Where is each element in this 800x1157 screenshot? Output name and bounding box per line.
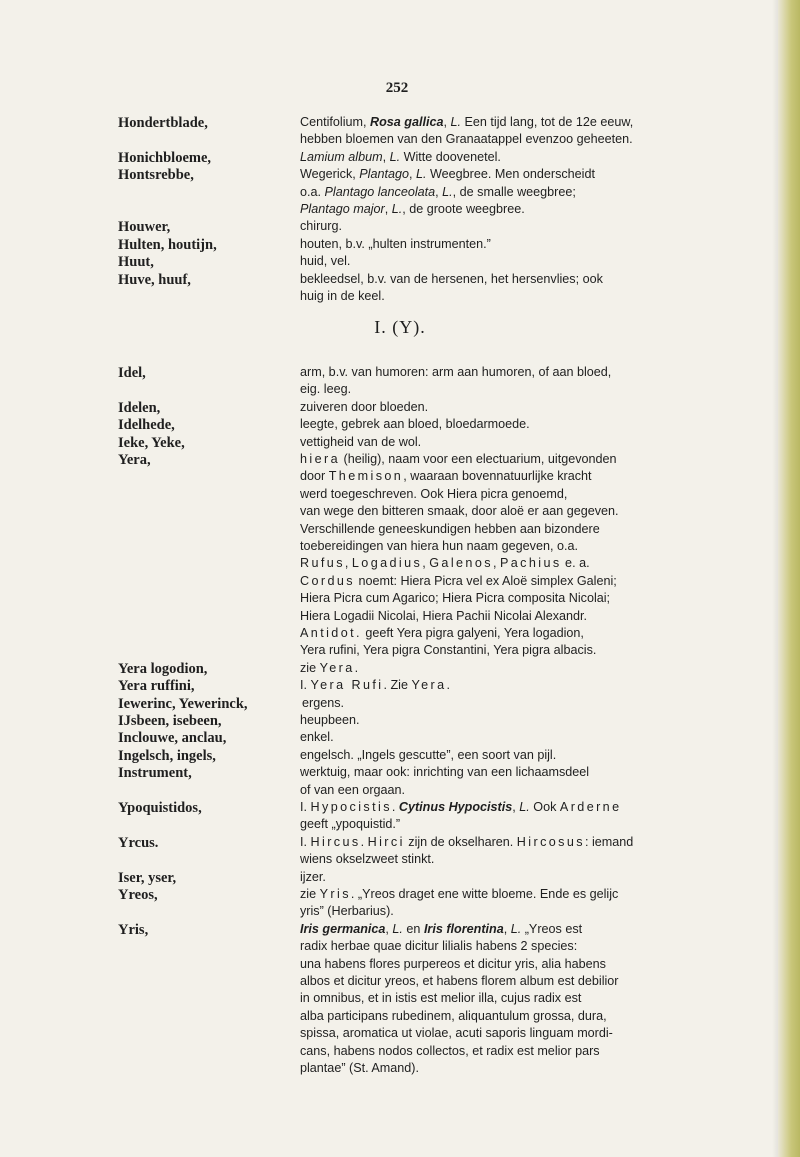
definition-line: I. Hircus. Hirci zijn de okselharen. Hircosus: iemand: [300, 834, 634, 849]
definition-line: Yera rufini, Yera pigra Constantini, Yera pigra albacis.: [300, 643, 597, 658]
entry-term: Iser, yser,: [118, 869, 177, 886]
definition-line: enkel.: [300, 730, 334, 745]
definition-line: Rufus, Logadius, Galenos, Pachius e. a.: [300, 556, 590, 571]
entry-term: Honichbloeme,: [118, 149, 212, 166]
definition-line: toebereidingen van hiera hun naam gegeven, o.a.: [300, 538, 578, 553]
definition-line: zie Yera.: [300, 660, 359, 675]
entry-term: Yera ruffini,: [118, 678, 195, 695]
entry-definition: [300, 253, 732, 270]
definition-line: of van een orgaan.: [300, 782, 406, 797]
definition-line: in omnibus, et in istis est melior illa, cujus radix est: [300, 991, 582, 1006]
entry-term: Yrcus.: [118, 834, 159, 851]
entry-definition: [300, 166, 732, 218]
definition-line: Cordus noemt: Hiera Picra vel ex Aloë simplex Galeni;: [300, 573, 617, 588]
entry-term: Huut,: [118, 254, 154, 271]
entry-definition: [300, 149, 732, 166]
definition-line: Plantago major, L., de groote weegbree.: [300, 201, 525, 216]
entry-definition: [300, 660, 732, 677]
definition-line: spissa, aromatica ut violae, acuti saporis linguam mordi-: [300, 1026, 613, 1041]
definition-line: ijzer.: [300, 869, 326, 884]
definition-line: chirurg.: [300, 219, 342, 234]
entry-term: Ingelsch, ingels,: [118, 747, 216, 764]
definition-line: Iris germanica, L. en Iris florentina, L. „Yreos est: [300, 921, 583, 936]
book-page-edge: [778, 0, 800, 1157]
definition-line: huid, vel.: [300, 254, 351, 269]
definition-line: radix herbae quae dicitur lilialis habens 2 species:: [300, 939, 578, 954]
definition-line: yris” (Herbarius).: [300, 904, 394, 919]
definition-line: leegte, gebrek aan bloed, bloedarmoede.: [300, 417, 530, 432]
definition-line: Centifolium, Rosa gallica, L. Een tijd lang, tot de 12e eeuw,: [300, 115, 634, 129]
entry-term: Huve, huuf,: [118, 271, 191, 288]
entry-definition: [300, 114, 732, 149]
entry-definition: [300, 764, 732, 799]
definition-line: bekleedsel, b.v. van de hersenen, het hersenvlies; ook: [300, 271, 603, 286]
definition-line: werd toegeschreven. Ook Hiera picra genoemd,: [300, 486, 568, 501]
definition-line: I. Hypocistis. Cytinus Hypocistis, L. Ook Arderne: [300, 800, 622, 814]
entry-term: Iewerinc, Yewerinck,: [118, 695, 248, 712]
entry-term: Idel,: [118, 365, 146, 381]
definition-line: Antidot. geeft Yera pigra galyeni, Yera logadion,: [300, 625, 584, 640]
entry-definition: [300, 886, 732, 921]
entry-term: Idelhede,: [118, 417, 175, 434]
definition-line: houten, b.v. „hulten instrumenten.”: [300, 236, 491, 251]
entry-definition: [300, 451, 732, 660]
entry-definition: [300, 747, 732, 764]
definition-line: arm, b.v. van humoren: arm aan humoren, of aan bloed,: [300, 365, 612, 379]
definition-line: Hiera Picra cum Agarico; Hiera Picra composita Nicolai;: [300, 591, 611, 606]
definition-line: Wegerick, Plantago, L. Weegbree. Men onderscheidt: [300, 167, 595, 182]
definition-line: I. Yera Rufi. Zie Yera.: [300, 678, 450, 693]
entry-definition: [300, 799, 732, 834]
section-heading: I. (Y).: [374, 317, 426, 337]
definition-line: zuiveren door bloeden.: [300, 399, 429, 414]
definition-line: albos et dicitur yreos, et habens florem album est debilior: [300, 973, 619, 988]
definition-line: huig in de keel.: [300, 288, 385, 303]
entry-term: IJsbeen, isebeen,: [118, 713, 222, 729]
definition-line: ergens.: [302, 695, 345, 710]
entry-term: Inclouwe, anclau,: [118, 730, 227, 747]
entry-term: Houwer,: [118, 219, 171, 236]
entry-definition: [300, 869, 732, 886]
entry-definition: [300, 364, 732, 399]
entry-definition: [300, 271, 732, 306]
definition-line: vettigheid van de wol.: [300, 434, 422, 449]
definition-line: Verschillende geneeskundigen hebben aan bizondere: [300, 521, 600, 536]
definition-line: door Themison, waaraan bovennatuurlijke kracht: [300, 469, 592, 484]
entry-definition: [300, 712, 732, 729]
entry-term: Hulten, houtijn,: [118, 236, 217, 253]
definition-line: Hiera Logadii Nicolai, Hiera Pachii Nicolai Alexandr.: [300, 608, 587, 623]
entry-term: Yera,: [118, 452, 151, 468]
definition-line: eig. leeg.: [300, 382, 352, 397]
entry-definition: [300, 434, 732, 451]
entry-definition: [300, 399, 732, 416]
page-number: 252: [385, 80, 409, 96]
entry-definition: [300, 236, 732, 253]
definition-line: alba participans rubedinem, aliquantulum grossa, dura,: [300, 1008, 607, 1023]
definition-line: una habens flores purpereos et dicitur yris, alia habens: [300, 956, 606, 971]
entry-term: Yris,: [118, 921, 149, 938]
entry-definition: [300, 677, 732, 694]
entry-definition: [300, 729, 732, 746]
definition-line: werktuig, maar ook: inrichting van een lichaamsdeel: [300, 765, 590, 780]
definition-line: zie Yris. „Yreos draget ene witte bloeme. Ende es gelijc: [300, 887, 619, 901]
entry-term: Ieke, Yeke,: [118, 434, 185, 451]
entry-term: Hondertblade,: [118, 115, 208, 131]
definition-line: heupbeen.: [300, 713, 360, 727]
entry-definition: [300, 921, 732, 1078]
entry-term: Instrument,: [118, 765, 192, 782]
entry-definition: [300, 218, 732, 235]
entry-term: Yera logodion,: [118, 660, 208, 677]
definition-line: geeft „ypoquistid.”: [300, 817, 401, 832]
definition-line: hiera (heilig), naam voor een electuarium, uitgevonden: [300, 452, 617, 466]
definition-line: Lamium album, L. Witte doovenetel.: [300, 149, 501, 164]
definition-line: engelsch. „Ingels gescutte”, een soort van pijl.: [300, 747, 557, 762]
definition-line: van wege den bitteren smaak, door aloë er aan gegeven.: [300, 504, 619, 519]
definition-line: wiens okselzweet stinkt.: [300, 852, 435, 867]
definition-line: plantae” (St. Amand).: [300, 1060, 420, 1075]
entry-term: Yreos,: [118, 887, 158, 903]
entry-term: Hontsrebbe,: [118, 167, 194, 184]
entry-definition: [300, 416, 732, 433]
definition-line: hebben bloemen van den Granaatappel evenzoo geheeten.: [300, 132, 633, 147]
entry-definition: [302, 695, 734, 712]
entry-term: Idelen,: [118, 399, 161, 416]
definition-line: cans, habens nodos collectos, et radix est melior pars: [300, 1043, 600, 1058]
entry-definition: [300, 834, 732, 869]
definition-line: o.a. Plantago lanceolata, L., de smalle weegbree;: [300, 184, 576, 199]
entry-term: Ypoquistidos,: [118, 800, 202, 816]
